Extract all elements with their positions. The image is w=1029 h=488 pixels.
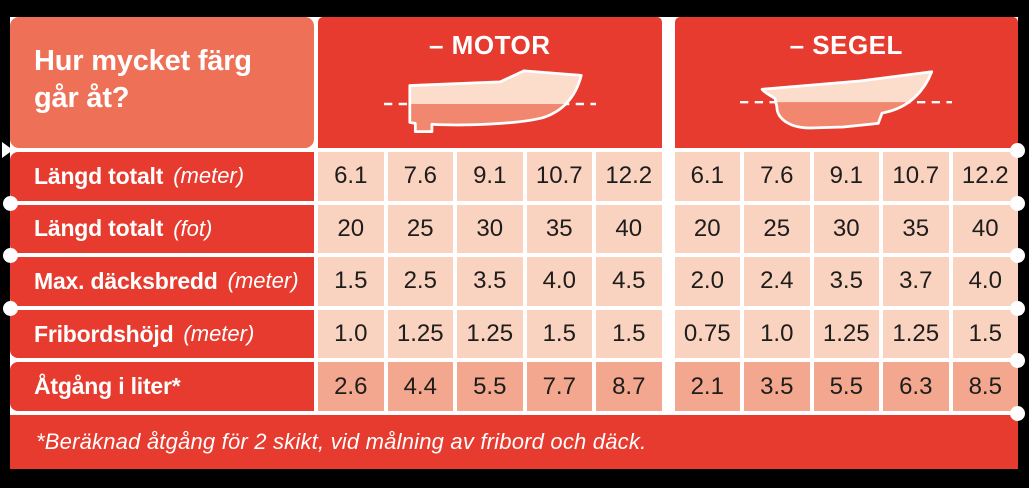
cell: 7.6	[388, 152, 454, 201]
edge-notch	[1010, 196, 1025, 211]
row-label-text: Max. däcksbredd	[34, 267, 218, 294]
cell: 1.25	[814, 310, 880, 359]
edge-notch	[1010, 301, 1025, 316]
segel-section-label: – SEGEL	[789, 30, 903, 60]
cell: 9.1	[814, 152, 880, 201]
edge-notch	[1010, 143, 1025, 158]
row-unit-text: (meter)	[173, 163, 245, 189]
title-box	[10, 17, 314, 148]
row-label-text: Längd totalt	[34, 162, 164, 189]
cell: 1.5	[596, 310, 662, 359]
cell: 4.4	[388, 362, 454, 411]
cell: 1.5	[527, 310, 593, 359]
cell: 1.5	[318, 257, 384, 306]
page-title: Hur mycket färg går åt?	[34, 45, 252, 114]
sailboat-icon	[740, 65, 952, 143]
cell: 7.6	[744, 152, 810, 201]
edge-arrow-notch	[2, 142, 13, 158]
cell: 40	[953, 205, 1019, 254]
cell: 3.7	[883, 257, 949, 306]
section-divider	[666, 152, 671, 201]
edge-notch	[3, 196, 18, 211]
cell: 25	[388, 205, 454, 254]
cell: 5.5	[457, 362, 523, 411]
table-grid	[10, 17, 1018, 469]
cell: 10.7	[883, 152, 949, 201]
cell: 20	[675, 205, 741, 254]
cell: 8.7	[596, 362, 662, 411]
section-divider	[666, 310, 671, 359]
motor-section-label: – MOTOR	[429, 30, 551, 60]
cell: 6.3	[883, 362, 949, 411]
cell: 40	[596, 205, 662, 254]
cell: 35	[527, 205, 593, 254]
segel-section-header	[675, 17, 1019, 148]
row-unit-text: (meter)	[183, 321, 255, 347]
cell: 1.25	[388, 310, 454, 359]
cell: 2.0	[675, 257, 741, 306]
cell: 3.5	[744, 362, 810, 411]
edge-notch	[3, 248, 18, 263]
cell: 6.1	[675, 152, 741, 201]
edge-notch	[1010, 353, 1025, 368]
cell: 35	[883, 205, 949, 254]
edge-notch	[1010, 248, 1025, 263]
row-label-text: Längd totalt	[34, 215, 164, 242]
cell: 6.1	[318, 152, 384, 201]
cell: 2.1	[675, 362, 741, 411]
section-divider	[666, 362, 671, 411]
cell: 30	[814, 205, 880, 254]
row-label-text: Fribordshöjd	[34, 320, 174, 347]
cell: 7.7	[527, 362, 593, 411]
row-label	[10, 205, 314, 254]
cell: 1.0	[744, 310, 810, 359]
row-label	[10, 362, 314, 411]
edge-notch	[1010, 406, 1025, 421]
cell: 12.2	[953, 152, 1019, 201]
cell: 20	[318, 205, 384, 254]
cell: 1.25	[883, 310, 949, 359]
cell: 4.5	[596, 257, 662, 306]
cell: 1.5	[953, 310, 1019, 359]
table-area	[10, 17, 1018, 469]
cell: 5.5	[814, 362, 880, 411]
cell: 2.5	[388, 257, 454, 306]
cell: 1.25	[457, 310, 523, 359]
row-label	[10, 152, 314, 201]
row-unit-text: (fot)	[173, 215, 213, 241]
cell: 2.4	[744, 257, 810, 306]
cell: 2.6	[318, 362, 384, 411]
section-divider	[666, 17, 671, 148]
cell: 9.1	[457, 152, 523, 201]
cell: 4.0	[953, 257, 1019, 306]
motorboat-icon	[384, 65, 596, 143]
cell: 3.5	[814, 257, 880, 306]
row-label	[10, 257, 314, 306]
section-divider	[666, 205, 671, 254]
footnote: *Beräknad åtgång för 2 skikt, vid målning av fribord och däck.	[10, 415, 1018, 469]
cell: 3.5	[457, 257, 523, 306]
edge-notch	[3, 301, 18, 316]
cell: 25	[744, 205, 810, 254]
row-label	[10, 310, 314, 359]
cell: 0.75	[675, 310, 741, 359]
row-unit-text: (meter)	[227, 268, 299, 294]
cell: 10.7	[527, 152, 593, 201]
cell: 12.2	[596, 152, 662, 201]
cell: 1.0	[318, 310, 384, 359]
cell: 8.5	[953, 362, 1019, 411]
cell: 30	[457, 205, 523, 254]
cell: 4.0	[527, 257, 593, 306]
section-divider	[666, 257, 671, 306]
motor-section-header	[318, 17, 662, 148]
row-label-text: Åtgång i liter*	[34, 373, 181, 400]
